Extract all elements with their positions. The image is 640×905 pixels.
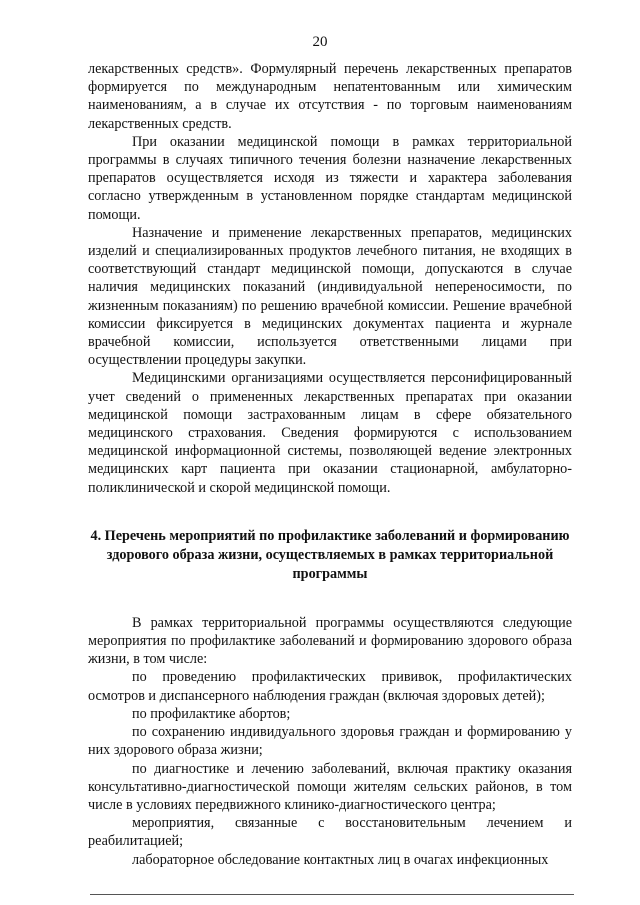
- section-body: [88, 614, 572, 869]
- paragraph-medical-commission: Назначение и применение лекарственных препаратов, медицинских изделий и специализированных продуктов лечебного питания, не входящих в соответствующий стандарт медицинской помощи, допускаются в случае наличия медицинских показаний (индивидуальной непереносимости, по жизненным показаниям) по решению врачебной комиссии. Решение врачебной комиссии фиксируется в медицинских документах пациента и журнале врачебной комиссии, используется ответственными лицами при осуществлении процедуры закупки.: [88, 224, 572, 369]
- list-item-healthy-lifestyle: по сохранению индивидуального здоровья граждан и формированию у них здорового образа жизни;: [88, 724, 572, 759]
- list-item-abortion-prevention: по профилактике абортов;: [132, 705, 291, 722]
- paragraph-section-intro: В рамках территориальной программы осуществляются следующие мероприятия по профилактике заболеваний и формированию здорового образа жизни, в том числе:: [88, 614, 572, 668]
- section-heading: 4. Перечень мероприятий по профилактике заболеваний и формированию здорового образа жизни, осуществляемых в рамках территориальной программы: [90, 527, 570, 582]
- bottom-rule: [90, 894, 574, 895]
- document-body: [88, 60, 572, 869]
- paragraph-formulary: лекарственных средств». Формулярный перечень лекарственных препаратов формируется по международным непатентованным или химическим наименованиям, а в случае их отсутствия - по торговым наименованиям лекарственных средств.: [88, 61, 572, 132]
- list-item-rehabilitation: мероприятия, связанные с восстановительным лечением и реабилитацией;: [88, 815, 572, 850]
- page-number: 20: [312, 34, 328, 50]
- paragraph-prescription-standards: При оказании медицинской помощи в рамках территориальной программы в случаях типичного течения болезни назначение лекарственных препаратов осуществляется исходя из тяжести и характера заболевания согласно утвержденным в установленном порядке стандартам медицинской помощи.: [88, 133, 572, 223]
- paragraph-personified-accounting: Медицинскими организациями осуществляется персонифицированный учет сведений о примененных лекарственных препаратах при оказании медицинской помощи застрахованным лицам в сфере обязательного медицинского страхования. Сведения формируются с использованием медицинской информационной системы, позволяющей ведение электронных медицинских карт пациента при оказании стационарной, амбулаторно-поликлинической и скорой медицинской помощи.: [88, 370, 572, 496]
- list-item-vaccinations: по проведению профилактических прививок, профилактических осмотров и диспансерного наблюдения граждан (включая здоровых детей);: [88, 669, 572, 704]
- list-item-diagnostics: по диагностике и лечению заболеваний, включая практику оказания консультативно-диагностической помощи жителям сельских районов, в том числе в условиях передвижного клинико-диагностического центра;: [88, 760, 572, 813]
- list-item-lab-screening: лабораторное обследование контактных лиц в очагах инфекционных: [132, 851, 549, 868]
